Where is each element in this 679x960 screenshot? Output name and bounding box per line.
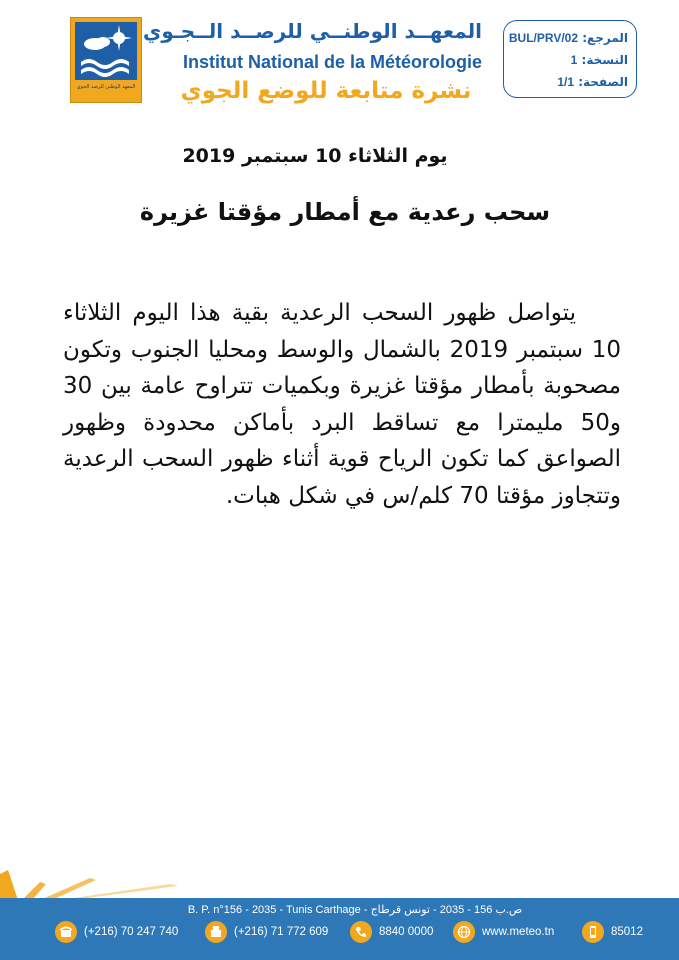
bulletin-body (63, 295, 621, 514)
institute-name-french: Institut National de la Météorologie (182, 52, 482, 72)
logo-caption: المعهد الوطني للرصد الجوي (76, 84, 136, 90)
reference-label: المرجع: (582, 31, 628, 45)
website-link[interactable]: www.meteo.tn (482, 926, 555, 938)
contact-fax[interactable] (205, 920, 328, 944)
body-paragraph: يتواصل ظهور السحب الرعدية بقية هذا اليوم الثلاثاء 10 سبتمبر 2019 بالشمال والوسط ومحليا الجنوب وتكون مصحوبة بأمطار مؤقتا غزيرة وبكميات تتراوح عامة بين 30 و50 مليمترا مع تساقط البرد بأماكن محدودة وظهور الصواعق كما تكون الرياح قوية أثناء ظهور السحب الرعدية وتتجاوز مؤقتا 70 كلم/س في شكل هبات. (63, 300, 621, 509)
handset-icon (350, 921, 372, 943)
telephone-icon (55, 921, 77, 943)
logo-emblem (75, 22, 137, 80)
fax-icon (205, 921, 227, 943)
reference-line (508, 27, 628, 49)
institute-name-arabic: المعهــد الوطنــي للرصــد الــجـوي (142, 19, 482, 43)
contact-sms[interactable] (582, 920, 643, 944)
weather-emblem-icon (75, 22, 137, 80)
page-label: الصفحة: (578, 75, 628, 89)
page-line (512, 71, 628, 93)
copy-line (512, 49, 628, 71)
contact-phone[interactable] (55, 920, 178, 944)
toll-free-number: 8840 0000 (379, 926, 434, 938)
footer-address: B. P. n°156 - 2035 - Tunis Carthage - ص.ب 156 - 2035 - تونس قرطاج (187, 904, 523, 916)
contact-website[interactable] (453, 920, 554, 944)
fax-number: (+216) 71 772 609 (234, 926, 329, 938)
bulletin-headline: سحب رعدية مع أمطار مؤقتا غزيرة (139, 198, 551, 226)
page-value: 1/1 (557, 75, 574, 89)
sms-number: 85012 (611, 926, 643, 938)
bulletin-date: يوم الثلاثاء 10 سبتمبر 2019 (182, 145, 448, 167)
globe-icon (453, 921, 475, 943)
reference-value: BUL/PRV/02 (508, 31, 579, 45)
bulletin-title: نشرة متابعة للوضع الجوي (180, 78, 472, 104)
contact-toll-free[interactable] (350, 920, 433, 944)
phone-number: (+216) 70 247 740 (84, 926, 179, 938)
institute-logo (70, 17, 142, 103)
reference-box (503, 20, 637, 98)
copy-value: 1 (570, 53, 578, 67)
mobile-phone-icon (582, 921, 604, 943)
footer-contacts (0, 920, 679, 944)
copy-label: النسخة: (581, 53, 628, 67)
footer-decoration (0, 870, 180, 900)
